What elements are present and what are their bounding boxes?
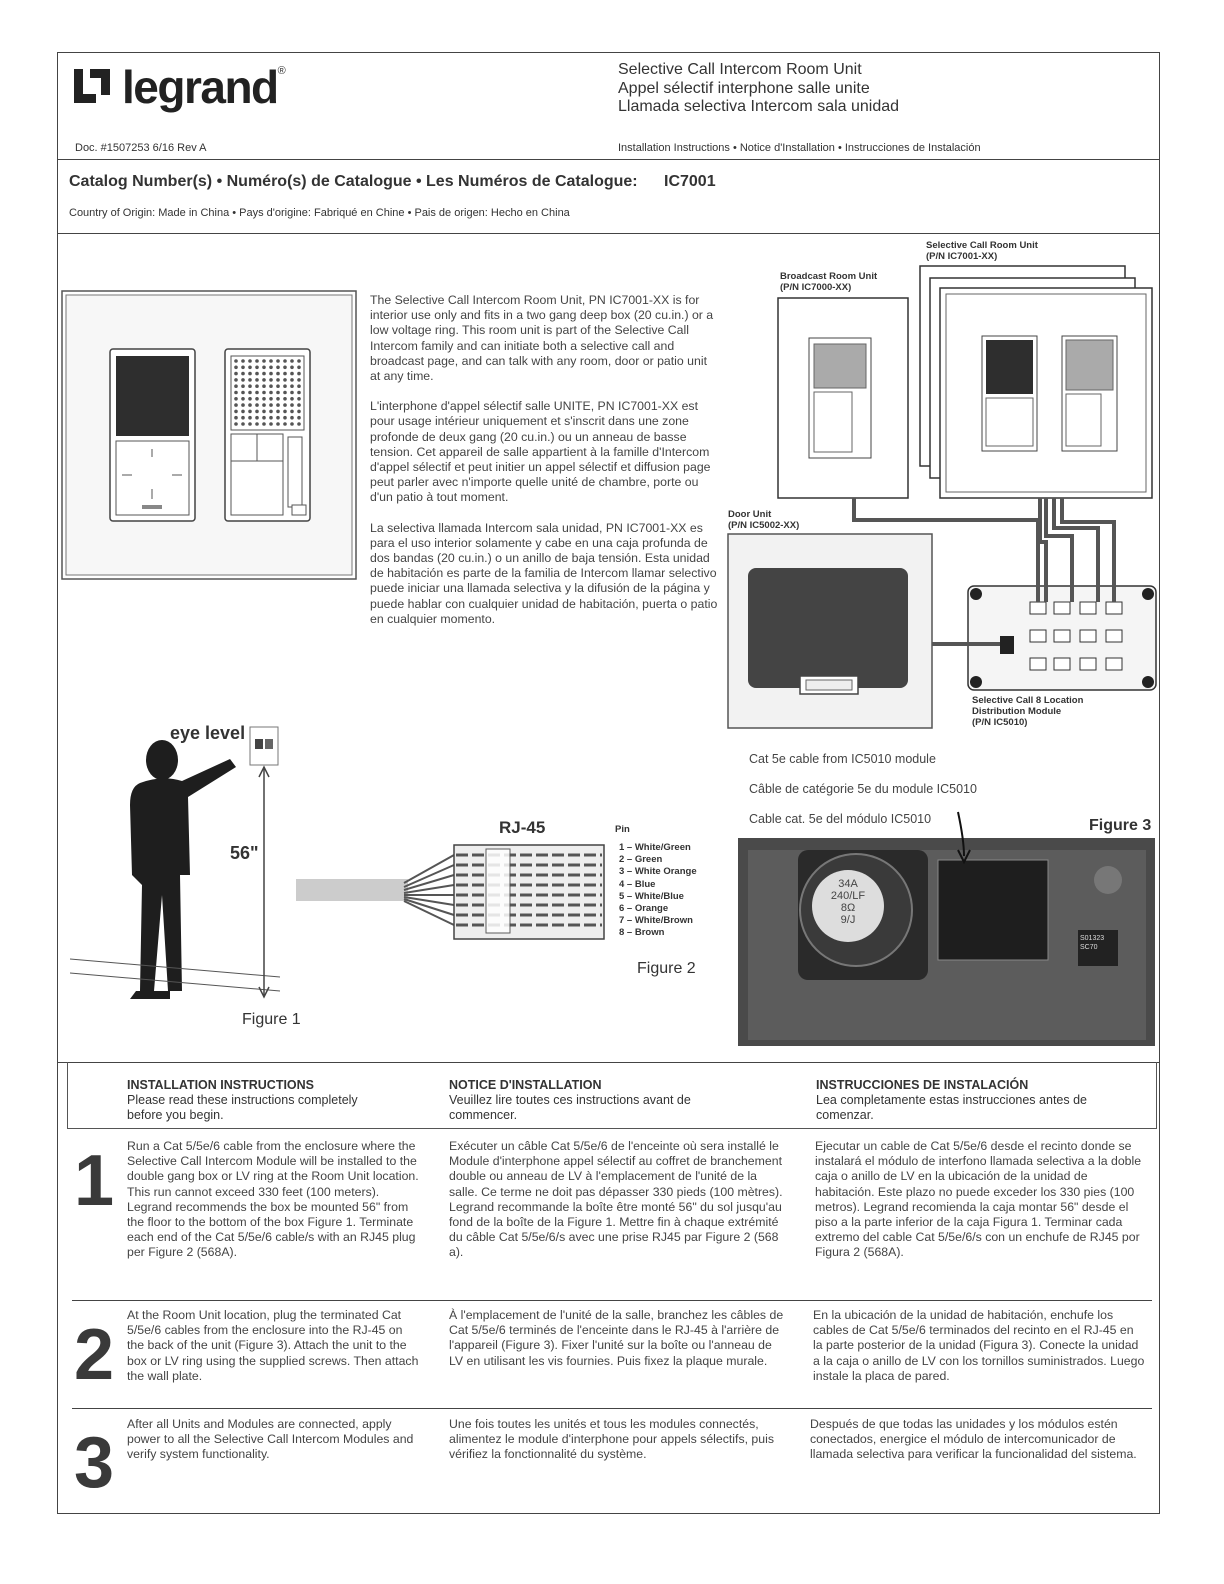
step-1-number: 1 — [74, 1141, 115, 1221]
chip-label: S01323 SC70 — [1080, 935, 1105, 951]
door-unit-label: Door Unit (P/N IC5002-XX) — [728, 509, 800, 531]
pin-3: 3 – White Orange — [619, 866, 697, 878]
pin-2: 2 – Green — [619, 854, 663, 866]
step-divider-2 — [72, 1408, 1152, 1409]
figure-3-caption: Figure 3 — [1089, 817, 1152, 834]
step-3-english: After all Units and Modules are connected, apply power to all the Selective Call Intercom Modules and verify system functionality. — [127, 1417, 414, 1462]
pin-header: Pin — [615, 824, 630, 835]
cable-note-english: Cat 5e cable from IC5010 module — [749, 752, 936, 766]
description-spanish: La selectiva llamada Intercom sala unidad, PN IC7001-XX es para el uso interior solamente y cabe en una caja profunda de dos bandas (20 cu.in.) o un anillo de baja tensión. Esta unidad de habitación es parte de la familia de Intercom llamar selectivo puede iniciar una llamada selectiva y la difusión de la página y puede hablar con cualquier unidad de habitación, puerta o patio en cualquier momento. — [370, 520, 718, 626]
title-french: Appel sélectif interphone salle unite — [618, 79, 870, 97]
header-divider — [57, 159, 1159, 160]
legrand-logo — [72, 60, 294, 114]
legrand-logo-icon — [72, 65, 114, 109]
room-unit-image — [60, 289, 358, 581]
country-of-origin: Country of Origin: Made in China • Pays d'origine: Fabriqué en Chine • Pais de origen: Hecho en China — [69, 207, 570, 219]
catalog-label: Catalog Number(s) • Numéro(s) de Catalogue • Les Numéros de Catalogue: — [69, 173, 638, 190]
figure-3-photo — [738, 810, 1155, 1046]
title-spanish: Llamada selectiva Intercom sala unidad — [618, 98, 900, 115]
mounting-height-label: 56" — [230, 843, 259, 863]
step-3-french: Une fois toutes les unités et tous les modules connectés, alimentez le module d'interphone pour appels sélectifs, puis vérifiez la fonctionnalité du système. — [449, 1417, 774, 1462]
step-1-english: Run a Cat 5/5e/6 cable from the enclosure where the Selective Call Intercom Module will be installed to the double gang box or LV ring at the Room Unit location. This run cannot exceed 330 feet (100 meters). Legrand recommends the box be mounted 56" from the floor to the bottom of the box Figure 1. Terminate each end of the Cat 5/5e/6 cable/s with an RJ45 plug per Figure 2 (568A). — [127, 1139, 419, 1260]
instructions-label: Installation Instructions • Notice d'Installation • Instrucciones de Instalación — [618, 142, 981, 154]
step-1-spanish: Ejecutar un cable de Cat 5/5e/6 desde el recinto donde se instalará el módulo de interfono llamada selectiva a la doble caja o anillo de LV en la ubicación de la unidad de habitación. Este plazo no puede exceder los 330 pies (100 metros). Legrand recomienda la caja montar 56" desde el piso a la parte inferior de la caja Figura 1. Terminar cada extremo del cable Cat 5/5e/6/s con un enchufe de RJ45 por Figura 2 (568A). — [815, 1139, 1142, 1260]
registered-mark: ® — [277, 65, 286, 77]
figure-1-caption: Figure 1 — [242, 1011, 301, 1028]
step-2-spanish: En la ubicación de la unidad de habitación, enchufe los cables de Cat 5/5e/6 terminados del recinto en el RJ-45 en la parte posterior de la unidad (Figura 3). Conecte la unidad a la caja o anillo de LV con los tornillos suministrados. Luego instale la placa de pared. — [813, 1308, 1145, 1383]
step-divider-1 — [72, 1300, 1152, 1301]
title-english: Selective Call Intercom Room Unit — [618, 61, 862, 78]
step-2-number: 2 — [74, 1315, 115, 1395]
figure-1 — [70, 715, 310, 1035]
distribution-module-label: Selective Call 8 Location Distribution Module (P/N IC5010) — [972, 695, 1084, 728]
header-spanish: INSTRUCCIONES DE INSTALACIÓN Lea completamente estas instrucciones antes de comenzar. — [816, 1078, 1087, 1122]
pin-4: 4 – Blue — [619, 878, 656, 890]
header-french: NOTICE D'INSTALLATION Veuillez lire toutes ces instructions avant de commencer. — [449, 1078, 691, 1122]
description-french: L'interphone d'appel sélectif salle UNITE, PN IC7001-XX est pour usage intérieur uniquement et s'inscrit dans une zone profonde de deux gang (20 cu.in.) ou un anneau de basse tension. Cet appareil de salle appartient à la famille d'Intercom d'appel sélectif et peut initier un appel sélectif et diffusion page peut parler avec n'importe quelle unité de chambre, porte ou d'un patio à tout moment. — [370, 399, 711, 505]
step-2-english: At the Room Unit location, plug the terminated Cat 5/5e/6 cables from the enclosure into the RJ-45 on the back of the unit (Figure 3). Attach the unit to the box or LV ring using the supplied screws. Then attach the wall plate. — [127, 1308, 419, 1383]
product-description — [370, 293, 720, 642]
description-english: The Selective Call Intercom Room Unit, PN IC7001-XX is for interior use only and fits in a two gang deep box (20 cu.in.) or a low voltage ring. This room unit is part of the Selective Call Intercom family and can initiate both a selective call and broadcast page, and can talk with any room, door or patio unit at any time. — [370, 293, 714, 384]
step-3-number: 3 — [74, 1423, 115, 1503]
figure-2-caption: Figure 2 — [637, 960, 696, 977]
catalog-number: IC7001 — [664, 173, 716, 190]
step-3-spanish: Después de que todas las unidades y los módulos estén conectados, energice el módulo de intercomunicador de llamada selectiva para verificar la funcionalidad del sistema. — [810, 1417, 1137, 1462]
pin-6: 6 – Orange — [619, 903, 669, 915]
pin-5: 5 – White/Blue — [619, 890, 684, 902]
selective-room-unit-label: Selective Call Room Unit (P/N IC7001-XX) — [926, 240, 1038, 262]
header-english: INSTALLATION INSTRUCTIONS Please read these instructions completely before you begin. — [127, 1078, 358, 1122]
step-1-french: Exécuter un câble Cat 5/5e/6 de l'enceinte où sera installé le Module d'interphone appel sélectif au coffret de branchement double ou anneau de LV à l'emplacement de l'unité de la salle. Ce terme ne doit pas dépasser 330 pieds (100 mètres). Legrand recommande la boîte être monté 56" du sol jusqu'au fond de la boîte de la Figure 1. Mettre fin à chaque extrémité du câble Cat 5/5e/6/s avec une prise RJ45 par Figure 2 (568 a). — [449, 1139, 783, 1260]
step-2-french: À l'emplacement de l'unité de la salle, branchez les câbles de Cat 5/5e/6 terminés de l'enceinte dans le RJ-45 à l'arrière de l'appareil (Figure 3). Fixer l'unité sur la boîte ou l'anneau de LV en utilisant les vis fournies. Puis fixez la plaque murale. — [449, 1308, 784, 1368]
pin-1: 1 – White/Green — [619, 842, 691, 853]
pin-list — [619, 842, 697, 940]
eye-level-label: eye level — [170, 723, 246, 743]
broadcast-room-unit-label: Broadcast Room Unit (P/N IC7000-XX) — [780, 271, 878, 293]
catalog-divider — [57, 233, 1159, 234]
doc-number: Doc. #1507253 6/16 Rev A — [75, 142, 207, 154]
product-title — [618, 61, 899, 117]
rj45-title: RJ-45 — [499, 818, 546, 837]
cable-note-spanish: Cable cat. 5e del módulo IC5010 — [749, 812, 932, 826]
speaker-label: 34A 240/LF 8Ω 9/J — [830, 878, 866, 926]
pin-7: 7 – White/Brown — [619, 915, 693, 927]
cable-note-french: Câble de catégorie 5e du module IC5010 — [749, 782, 977, 796]
logo-wordmark: legrand — [122, 61, 278, 113]
system-diagram — [724, 236, 1160, 736]
pin-8: 8 – Brown — [619, 927, 665, 939]
